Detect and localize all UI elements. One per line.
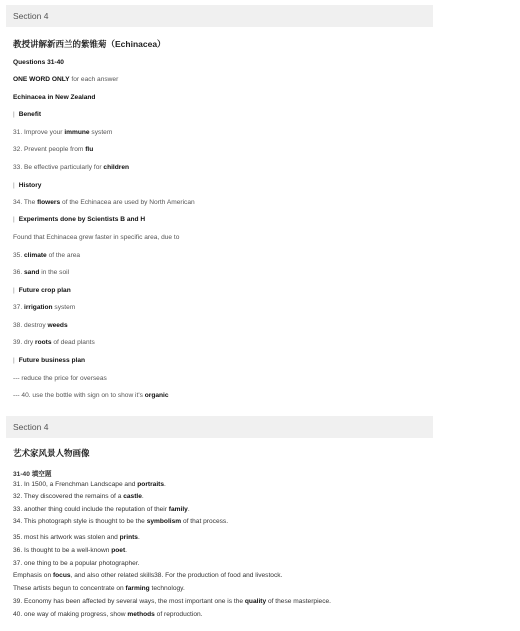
answer-keyword: prints (119, 534, 138, 541)
bullet-bar-icon: | (13, 216, 15, 223)
section-header-1: Section 4 (6, 5, 433, 27)
answer-line: 31. Improve your immune system (13, 129, 113, 136)
subsection-heading-text: Future crop plan (18, 287, 71, 294)
answer-line: Found that Echinacea grew faster in specific area, due to (13, 234, 180, 241)
answer-keyword: focus (52, 572, 71, 579)
answer-keyword: immune (64, 129, 90, 136)
answer-keyword: poet (111, 547, 126, 554)
bullet-bar-icon: | (13, 111, 15, 118)
answer-line: 39. Economy has been affected by several ways, the most important one is the quality of these masterpiece. (13, 598, 332, 605)
answer-line: Emphasis on focus, and also other related skills38. For the production of food and livestock. (13, 572, 283, 579)
answer-line: 34. The flowers of the Echinacea are used by North American (13, 199, 195, 206)
answer-line: These artists begun to concentrate on farming technology. (13, 585, 185, 592)
answer-keyword: irrigation (24, 304, 53, 311)
subsection-heading (13, 357, 85, 364)
subsection-heading (13, 182, 41, 189)
questions-range-2: 31-40 填空题 (13, 471, 52, 478)
answer-line: 40. one way of making progress, show methods of reproduction. (13, 611, 203, 618)
answer-keyword: organic (144, 392, 169, 399)
subsection-heading-text: Benefit (18, 111, 42, 118)
answer-line: 34. This photograph style is thought to be the symbolism of that process. (13, 518, 229, 525)
subsection-heading (13, 287, 71, 294)
answer-line: 32. They discovered the remains of a castle. (13, 493, 144, 500)
answer-line: 37. one thing to be a popular photographer. (13, 560, 140, 567)
answer-keyword: family (168, 506, 188, 513)
answer-instruction: ONE WORD ONLY for each answer (13, 76, 119, 83)
answer-line: 33. Be effective particularly for children (13, 164, 130, 171)
answer-line: 35. most his artwork was stolen and prints. (13, 534, 140, 541)
section-1-title: 教授讲解新西兰的紫锥菊（Echinacea） (13, 39, 166, 49)
subsection-heading-text: Future business plan (18, 357, 86, 364)
subsection-heading-text: History (18, 182, 42, 189)
questions-range-1: Questions 31-40 (13, 59, 64, 66)
answer-line: 31. In 1500, a Frenchman Landscape and portraits. (13, 481, 166, 488)
answer-keyword: flu (85, 146, 94, 153)
answer-line: --- reduce the price for overseas (13, 375, 107, 382)
bullet-bar-icon: | (13, 287, 15, 294)
section-2-title: 艺术家风景人物画像 (13, 448, 90, 458)
answer-keyword: children (103, 164, 130, 171)
subsection-heading (13, 216, 145, 223)
answer-line: 39. dry roots of dead plants (13, 339, 95, 346)
topic-heading: Echinacea in New Zealand (13, 94, 96, 101)
answer-keyword: flowers (37, 199, 61, 206)
section-header-2: Section 4 (6, 416, 433, 438)
bullet-bar-icon: | (13, 357, 15, 364)
answer-keyword: weeds (47, 322, 68, 329)
answer-keyword: sand (24, 269, 40, 276)
answer-line: 36. sand in the soil (13, 269, 70, 276)
answer-line: --- 40. use the bottle with sign on to show it's organic (13, 392, 169, 399)
answer-keyword: climate (24, 252, 47, 259)
answer-line: 37. irrigation system (13, 304, 76, 311)
answer-keyword: portraits (137, 481, 165, 488)
answer-line: 36. Is thought to be a well-known poet. (13, 547, 127, 554)
subsection-heading (13, 111, 41, 118)
answer-line: 35. climate of the area (13, 252, 81, 259)
answer-line: 38. destroy weeds (13, 322, 68, 329)
answer-keyword: roots (35, 339, 52, 346)
answer-keyword: farming (125, 585, 150, 592)
answer-keyword: castle (123, 493, 142, 500)
subsection-heading-text: Experiments done by Scientists B and H (18, 216, 146, 223)
bullet-bar-icon: | (13, 182, 15, 189)
answer-line: 32. Prevent people from flu (13, 146, 94, 153)
answer-line: 33. another thing could include the reputation of their family. (13, 506, 190, 513)
answer-keyword: methods (127, 611, 155, 618)
answer-keyword: quality (244, 598, 267, 605)
answer-keyword: symbolism (146, 518, 182, 525)
